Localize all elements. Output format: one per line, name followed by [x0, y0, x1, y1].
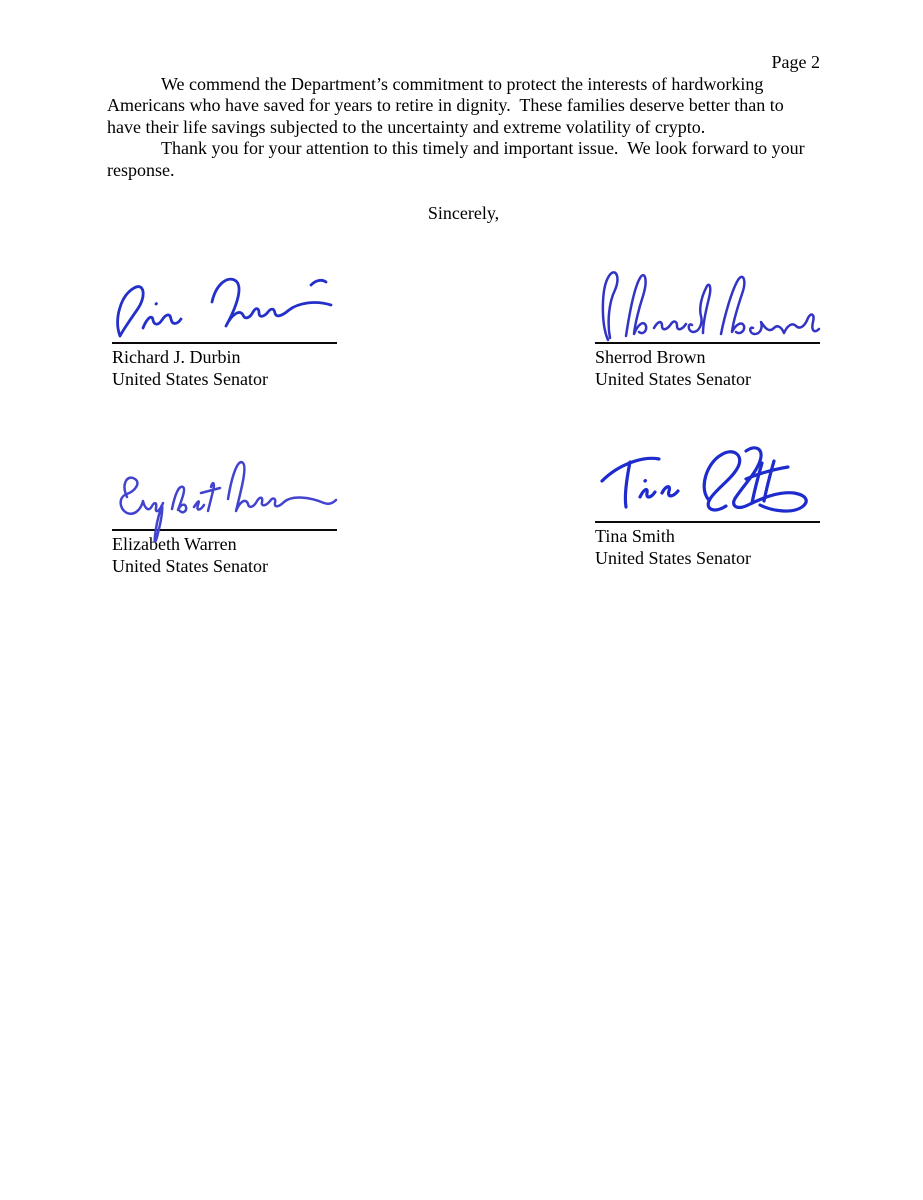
warren-signature-icon: [112, 441, 337, 529]
smith-title: United States Senator: [595, 548, 751, 569]
warren-name: Elizabeth Warren: [112, 534, 237, 555]
smith-name: Tina Smith: [595, 526, 675, 547]
signature-block-warren: [112, 441, 337, 577]
durbin-name: Richard J. Durbin: [112, 347, 241, 368]
durbin-title: United States Senator: [112, 369, 268, 390]
durbin-signature-area: [112, 254, 337, 344]
brown-name: Sherrod Brown: [595, 347, 706, 368]
smith-signature-icon: [595, 441, 820, 521]
brown-signature-area: [595, 254, 820, 344]
signature-row-1: [107, 254, 820, 390]
brown-title: United States Senator: [595, 369, 751, 390]
durbin-signature-icon: [112, 254, 337, 342]
letter-content: [0, 0, 923, 577]
closing-salutation: Sincerely,: [427, 202, 500, 223]
signature-block-smith: [595, 441, 820, 577]
signature-row-2: [107, 441, 820, 577]
paragraph-commend: We commend the Department’s commitment to protect the interests of hardworking Americans who have saved for years to retire in dignity. These families deserve better than to have their life savings subjected to the uncertainty and extreme volatility of crypto.: [107, 73, 789, 137]
smith-signature-area: [595, 441, 820, 523]
warren-title: United States Senator: [112, 556, 268, 577]
signature-block-durbin: [112, 254, 337, 390]
page-number: Page 2: [771, 52, 820, 72]
warren-signature-area: [112, 441, 337, 531]
paragraph-thank-you: Thank you for your attention to this timely and important issue. We look forward to your response.: [107, 138, 810, 180]
signature-block-brown: [595, 254, 820, 390]
brown-signature-icon: [595, 254, 820, 342]
